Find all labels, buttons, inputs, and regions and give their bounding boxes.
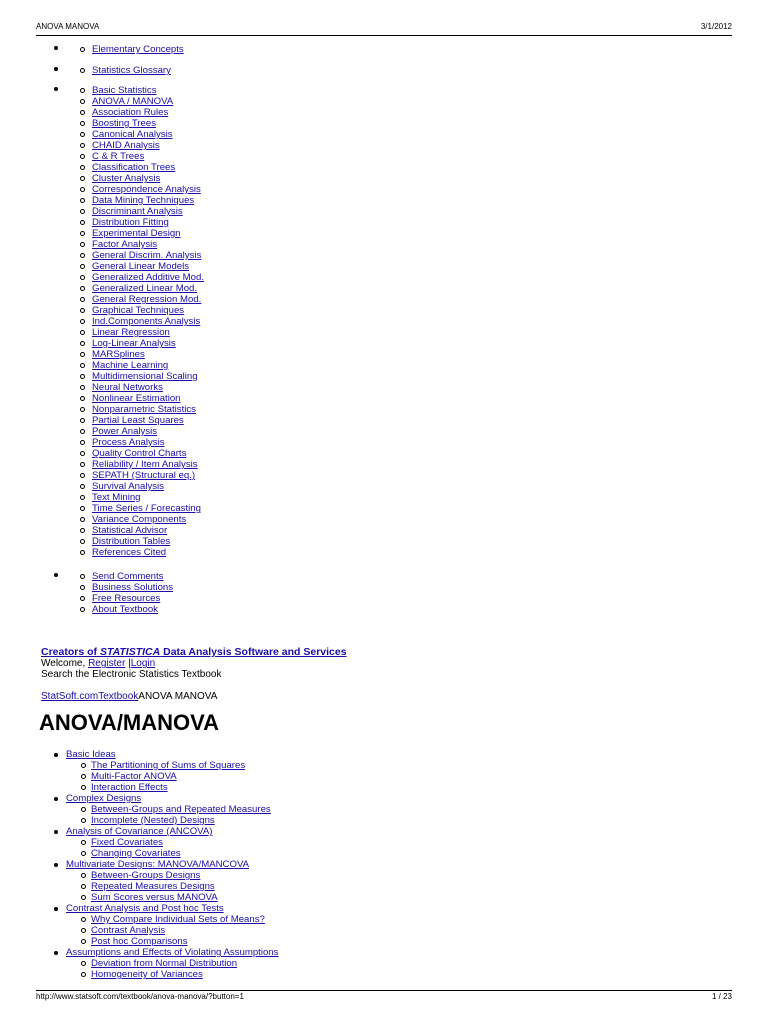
nav-link[interactable]: Send Comments	[92, 571, 164, 582]
toc-link[interactable]: Contrast Analysis and Post hoc Tests	[66, 903, 224, 914]
nav-link[interactable]: Statistics Glossary	[92, 65, 171, 76]
page-title: ANOVA/MANOVA	[39, 710, 220, 735]
nav-link[interactable]: Free Resources	[92, 593, 161, 604]
circle-bullet-icon	[80, 550, 85, 555]
circle-bullet-icon	[80, 418, 85, 423]
toc-link[interactable]: Analysis of Covariance (ANCOVA)	[66, 826, 213, 837]
circle-bullet-icon	[80, 176, 85, 181]
circle-bullet-icon	[80, 528, 85, 533]
circle-bullet-icon	[80, 187, 85, 192]
nav-link[interactable]: Boosting Trees	[92, 118, 156, 129]
toc-link[interactable]: Fixed Covariates	[91, 837, 163, 848]
nav-link[interactable]: General Linear Models	[92, 261, 190, 272]
nav-link[interactable]: Variance Components	[92, 514, 187, 525]
circle-bullet-icon	[80, 143, 85, 148]
circle-bullet-icon	[80, 165, 85, 170]
nav-link[interactable]: Discriminant Analysis	[92, 206, 183, 217]
circle-bullet-icon	[81, 884, 86, 889]
nav-link[interactable]: Statistical Advisor	[92, 525, 168, 536]
nav-link[interactable]: CHAID Analysis	[92, 140, 160, 151]
nav-link[interactable]: Nonparametric Statistics	[92, 404, 196, 415]
circle-bullet-icon	[80, 440, 85, 445]
circle-bullet-icon	[80, 220, 85, 225]
circle-bullet-icon	[80, 198, 85, 203]
nav-link[interactable]: Process Analysis	[92, 437, 165, 448]
circle-bullet-icon	[80, 396, 85, 401]
page-url: http://www.statsoft.com/textbook/anova-manova/?button=1	[36, 992, 244, 1001]
login-link[interactable]: Login	[130, 658, 156, 669]
circle-bullet-icon	[81, 851, 86, 856]
circle-bullet-icon	[81, 972, 86, 977]
circle-bullet-icon	[80, 385, 85, 390]
toc-link[interactable]: Interaction Effects	[91, 782, 168, 793]
toc-link[interactable]: Sum Scores versus MANOVA	[91, 892, 218, 903]
circle-bullet-icon	[80, 308, 85, 313]
circle-bullet-icon	[80, 88, 85, 93]
bullet-icon	[54, 87, 58, 91]
nav-link[interactable]: Ind.Components Analysis	[92, 316, 201, 327]
circle-bullet-icon	[80, 110, 85, 115]
circle-bullet-icon	[80, 297, 85, 302]
nav-link[interactable]: Nonlinear Estimation	[92, 393, 181, 404]
toc-link[interactable]: Changing Covariates	[91, 848, 181, 859]
bullet-icon	[54, 907, 58, 911]
circle-bullet-icon	[80, 596, 85, 601]
circle-bullet-icon	[80, 539, 85, 544]
nav-link[interactable]: Generalized Additive Mod.	[92, 272, 204, 283]
circle-bullet-icon	[80, 585, 85, 590]
circle-bullet-icon	[80, 330, 85, 335]
toc-link[interactable]: Why Compare Individual Sets of Means?	[91, 914, 265, 925]
toc-link[interactable]: Contrast Analysis	[91, 925, 166, 936]
bullet-icon	[54, 951, 58, 955]
breadcrumb	[41, 691, 217, 702]
print-header	[36, 22, 732, 36]
circle-bullet-icon	[80, 231, 85, 236]
circle-bullet-icon	[80, 286, 85, 291]
circle-bullet-icon	[81, 818, 86, 823]
nav-link[interactable]: Factor Analysis	[92, 239, 158, 250]
circle-bullet-icon	[80, 506, 85, 511]
nav-link[interactable]: Power Analysis	[92, 426, 158, 437]
nav-link[interactable]: Partial Least Squares	[92, 415, 184, 426]
circle-bullet-icon	[80, 495, 85, 500]
toc-link[interactable]: Multi-Factor ANOVA	[91, 771, 177, 782]
circle-bullet-icon	[81, 895, 86, 900]
circle-bullet-icon	[81, 807, 86, 812]
circle-bullet-icon	[81, 840, 86, 845]
nav-link[interactable]: ANOVA / MANOVA	[92, 96, 174, 107]
nav-link[interactable]: Distribution Tables	[92, 536, 171, 547]
nav-link[interactable]: Basic Statistics	[92, 85, 157, 96]
circle-bullet-icon	[80, 462, 85, 467]
circle-bullet-icon	[80, 264, 85, 269]
circle-bullet-icon	[80, 154, 85, 159]
search-label: Search the Electronic Statistics Textbook	[41, 669, 222, 680]
print-footer	[36, 990, 732, 1004]
nav-link[interactable]: Elementary Concepts	[92, 44, 184, 55]
print-date: 3/1/2012	[700, 22, 732, 31]
nav-link[interactable]: Business Solutions	[92, 582, 174, 593]
nav-link[interactable]: General Regression Mod.	[92, 294, 202, 305]
welcome-line: Welcome, Register |Login	[41, 658, 156, 669]
toc-link[interactable]: Repeated Measures Designs	[91, 881, 215, 892]
statistica-brand: STATISTICA	[99, 646, 161, 658]
nav-link[interactable]: Experimental Design	[92, 228, 181, 239]
toc-link[interactable]: Deviation from Normal Distribution	[91, 958, 238, 969]
nav-link[interactable]: Quality Control Charts	[92, 448, 187, 459]
bullet-icon	[54, 830, 58, 834]
bullet-icon	[54, 573, 58, 577]
circle-bullet-icon	[80, 132, 85, 137]
document-title: ANOVA MANOVA	[36, 22, 100, 31]
bullet-icon	[54, 863, 58, 867]
toc-link[interactable]: Multivariate Designs: MANOVA/MANCOVA	[66, 859, 250, 870]
nav-link[interactable]: Correspondence Analysis	[92, 184, 201, 195]
circle-bullet-icon	[80, 607, 85, 612]
circle-bullet-icon	[80, 484, 85, 489]
circle-bullet-icon	[81, 774, 86, 779]
circle-bullet-icon	[80, 517, 85, 522]
page-number: 1 / 23	[711, 992, 732, 1001]
creators-link[interactable]: Creators of STATISTICA Data Analysis Software and Services	[41, 646, 347, 658]
circle-bullet-icon	[80, 242, 85, 247]
nav-link[interactable]: Log-Linear Analysis	[92, 338, 176, 349]
nav-link[interactable]: Text Mining	[92, 492, 141, 503]
nav-link[interactable]: SEPATH (Structural eq.)	[92, 470, 196, 481]
nav-link[interactable]: Data Mining Techniques	[92, 195, 195, 206]
nav-link[interactable]: Association Rules	[92, 107, 169, 118]
circle-bullet-icon	[81, 763, 86, 768]
circle-bullet-icon	[80, 429, 85, 434]
circle-bullet-icon	[81, 917, 86, 922]
toc-link[interactable]: Post hoc Comparisons	[91, 936, 188, 947]
nav-link[interactable]: Survival Analysis	[92, 481, 164, 492]
nav-link[interactable]: Distribution Fitting	[92, 217, 169, 228]
nav-link[interactable]: Classification Trees	[92, 162, 176, 173]
breadcrumb-textbook-link[interactable]: Textbook	[98, 691, 139, 702]
circle-bullet-icon	[80, 319, 85, 324]
circle-bullet-icon	[80, 407, 85, 412]
nav-link[interactable]: Neural Networks	[92, 382, 163, 393]
circle-bullet-icon	[80, 374, 85, 379]
nav-link[interactable]: Reliability / Item Analysis	[92, 459, 198, 470]
circle-bullet-icon	[80, 253, 85, 258]
toc-link[interactable]: Homogeneity of Variances	[91, 969, 203, 980]
circle-bullet-icon	[81, 785, 86, 790]
breadcrumb-current: ANOVA MANOVA	[138, 691, 218, 702]
nav-link[interactable]: Multidimensional Scaling	[92, 371, 198, 382]
circle-bullet-icon	[80, 121, 85, 126]
toc-link[interactable]: Between-Groups and Repeated Measures	[91, 804, 271, 815]
nav-link[interactable]: Time Series / Forecasting	[92, 503, 201, 514]
register-link[interactable]: Register	[88, 658, 126, 669]
nav-link[interactable]: Machine Learning	[92, 360, 169, 371]
nav-link[interactable]: MARSplines	[92, 349, 145, 360]
nav-link[interactable]: Generalized Linear Mod.	[92, 283, 198, 294]
bullet-icon	[54, 797, 58, 801]
nav-link[interactable]: Cluster Analysis	[92, 173, 161, 184]
circle-bullet-icon	[80, 275, 85, 280]
bullet-icon	[54, 67, 58, 71]
circle-bullet-icon	[81, 939, 86, 944]
bullet-icon	[54, 46, 58, 50]
nav-link[interactable]: Graphical Techniques	[92, 305, 185, 316]
circle-bullet-icon	[80, 209, 85, 214]
nav-link[interactable]: C & R Trees	[92, 151, 145, 162]
circle-bullet-icon	[80, 68, 85, 73]
toc-link[interactable]: Complex Designs	[66, 793, 142, 804]
circle-bullet-icon	[81, 873, 86, 878]
circle-bullet-icon	[80, 99, 85, 104]
nav-link[interactable]: References Cited	[92, 547, 167, 558]
nav-link[interactable]: General Discrim. Analysis	[92, 250, 202, 261]
nav-link[interactable]: Linear Regression	[92, 327, 170, 338]
breadcrumb-statsoft-link[interactable]: StatSoft.com	[41, 691, 99, 702]
circle-bullet-icon	[80, 473, 85, 478]
circle-bullet-icon	[80, 451, 85, 456]
toc-link[interactable]: Incomplete (Nested) Designs	[91, 815, 215, 826]
circle-bullet-icon	[80, 574, 85, 579]
toc-link[interactable]: The Partitioning of Sums of Squares	[91, 760, 246, 771]
circle-bullet-icon	[80, 363, 85, 368]
circle-bullet-icon	[81, 928, 86, 933]
circle-bullet-icon	[80, 47, 85, 52]
circle-bullet-icon	[81, 961, 86, 966]
circle-bullet-icon	[80, 352, 85, 357]
toc-link[interactable]: Basic Ideas	[66, 749, 116, 760]
circle-bullet-icon	[80, 341, 85, 346]
toc-link[interactable]: Between-Groups Designs	[91, 870, 201, 881]
nav-link[interactable]: About Textbook	[92, 604, 158, 615]
bullet-icon	[54, 753, 58, 757]
toc-link[interactable]: Assumptions and Effects of Violating Assumptions	[66, 947, 279, 958]
nav-link[interactable]: Canonical Analysis	[92, 129, 173, 140]
